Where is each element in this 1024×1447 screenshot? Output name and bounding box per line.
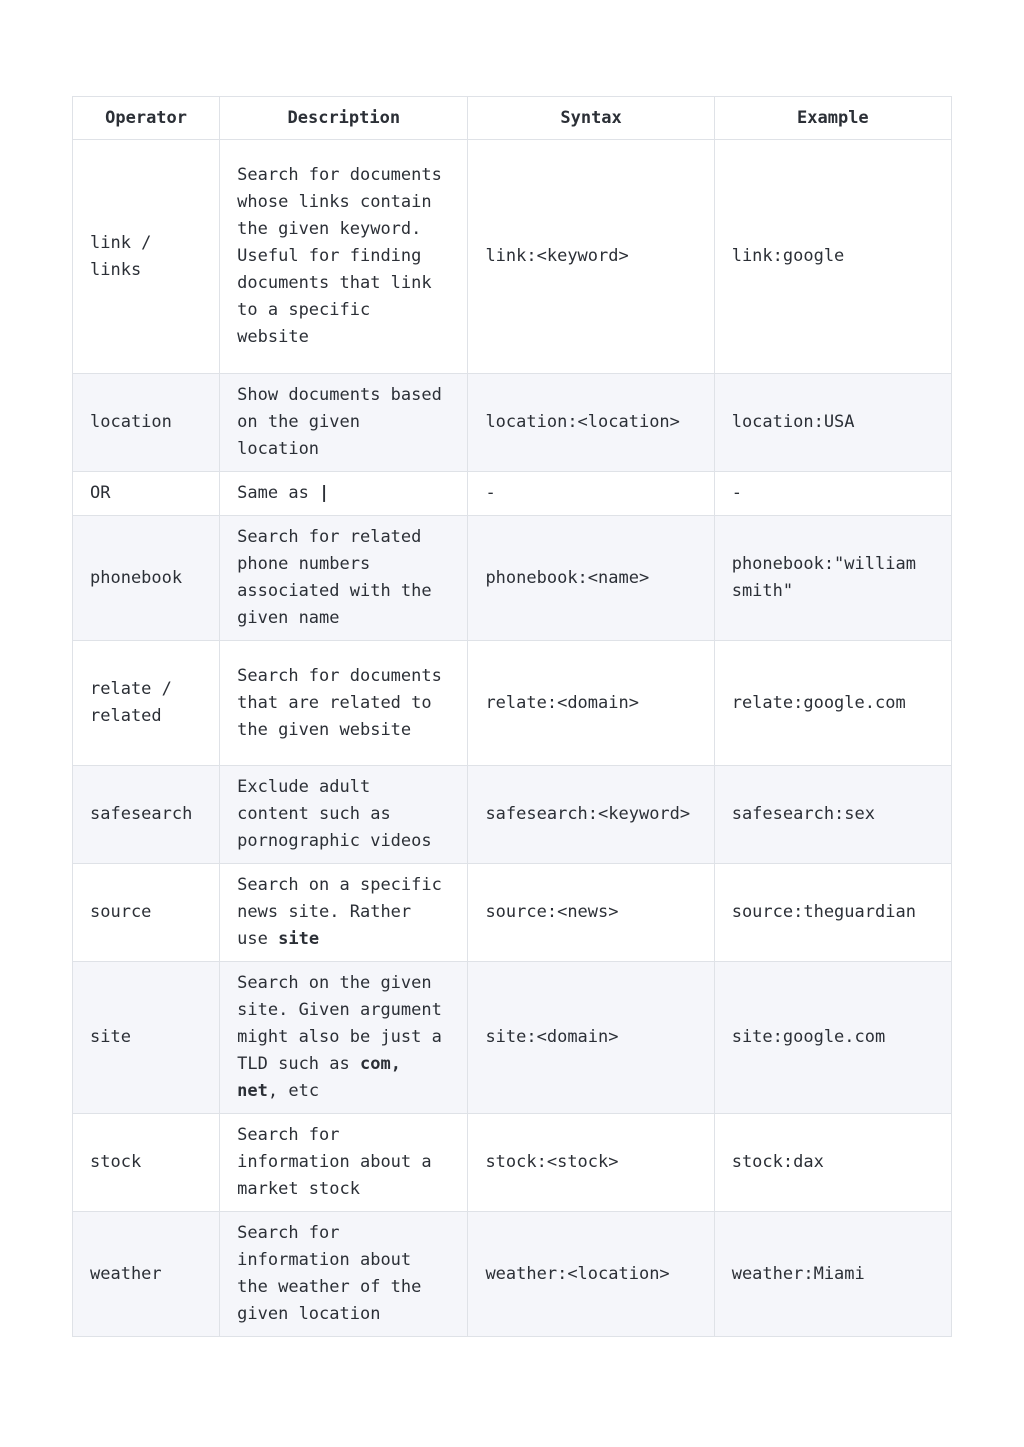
example-cell: site:google.com — [714, 962, 951, 1114]
description-bold: net — [237, 1081, 268, 1101]
example-cell: safesearch:sex — [714, 766, 951, 864]
operator-cell: source — [73, 864, 220, 962]
table-row — [73, 472, 952, 516]
description-cell: Show documents based on the given location — [220, 374, 468, 472]
syntax-cell: site:<domain> — [468, 962, 714, 1114]
operator-cell: OR — [73, 472, 220, 516]
syntax-cell: source:<news> — [468, 864, 714, 962]
header-operator: Operator — [73, 97, 220, 140]
search-operators-table — [72, 96, 952, 1337]
example-cell: link:google — [714, 140, 951, 374]
description-cell: Search for information about a market stock — [220, 1114, 468, 1212]
description-cell — [220, 864, 468, 962]
syntax-cell: weather:<location> — [468, 1212, 714, 1337]
example-cell: relate:google.com — [714, 641, 951, 766]
example-cell: source:theguardian — [714, 864, 951, 962]
description-text: Search on the given site. Given argument might also be just a TLD such as — [237, 973, 442, 1074]
description-tail: , etc — [267, 1081, 320, 1101]
syntax-cell: stock:<stock> — [468, 1114, 714, 1212]
description-cell: Search for related phone numbers associated with the given name — [220, 516, 468, 641]
syntax-cell: location:<location> — [468, 374, 714, 472]
description-separator: , — [390, 1054, 401, 1074]
description-bold: site — [278, 929, 320, 949]
table-row — [73, 374, 952, 472]
description-cell — [220, 962, 468, 1114]
operator-cell: site — [73, 962, 220, 1114]
description-cell: Search for documents that are related to the given website — [220, 641, 468, 766]
description-text: Search on a specific news site. Rather use — [237, 875, 442, 949]
operator-cell: safesearch — [73, 766, 220, 864]
example-cell: location:USA — [714, 374, 951, 472]
operator-cell: location — [73, 374, 220, 472]
syntax-cell: - — [468, 472, 714, 516]
syntax-cell: phonebook:<name> — [468, 516, 714, 641]
header-example: Example — [714, 97, 951, 140]
table-row — [73, 1114, 952, 1212]
table-header-row — [73, 97, 952, 140]
table-row — [73, 641, 952, 766]
description-cell: Search for information about the weather of the given location — [220, 1212, 468, 1337]
operator-cell: phonebook — [73, 516, 220, 641]
description-cell: Search for documents whose links contain the given keyword. Useful for finding documents that link to a specific website — [220, 140, 468, 374]
operator-cell: stock — [73, 1114, 220, 1212]
example-cell: weather:Miami — [714, 1212, 951, 1337]
table-row — [73, 766, 952, 864]
syntax-cell: link:<keyword> — [468, 140, 714, 374]
example-cell: - — [714, 472, 951, 516]
description-bold: | — [319, 483, 330, 503]
table-row — [73, 516, 952, 641]
operator-cell: link / links — [73, 140, 220, 374]
syntax-cell: safesearch:<keyword> — [468, 766, 714, 864]
table-row — [73, 864, 952, 962]
syntax-cell: relate:<domain> — [468, 641, 714, 766]
example-cell: phonebook:"william smith" — [714, 516, 951, 641]
description-text: Same as — [237, 483, 320, 503]
header-description: Description — [220, 97, 468, 140]
table-row — [73, 1212, 952, 1337]
description-cell: Exclude adult content such as pornographic videos — [220, 766, 468, 864]
table-row — [73, 140, 952, 374]
description-cell — [220, 472, 468, 516]
operator-cell: relate / related — [73, 641, 220, 766]
header-syntax: Syntax — [468, 97, 714, 140]
table-row — [73, 962, 952, 1114]
example-cell: stock:dax — [714, 1114, 951, 1212]
operator-cell: weather — [73, 1212, 220, 1337]
description-bold: com — [359, 1054, 391, 1074]
